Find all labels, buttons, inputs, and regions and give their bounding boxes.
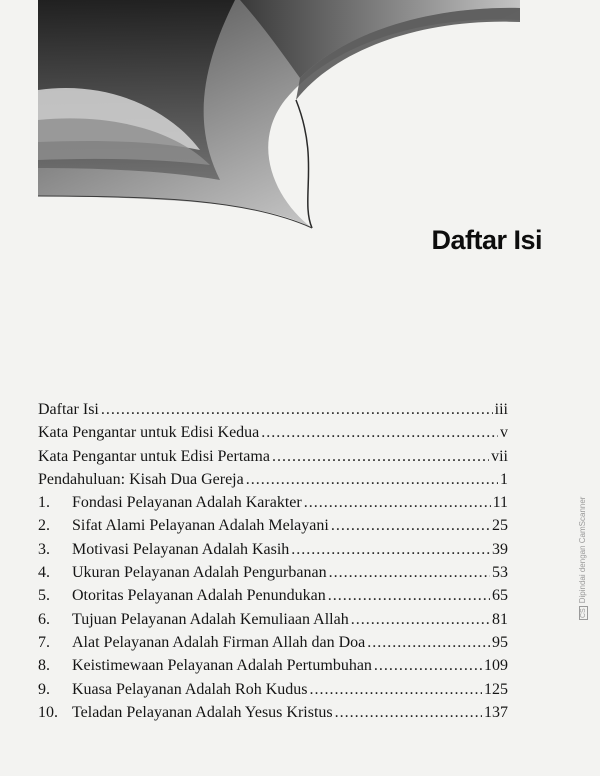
toc-entry-title: Ukuran Pelayanan Adalah Pengurbanan xyxy=(72,564,327,582)
toc-entry-title: Fondasi Pelayanan Adalah Karakter xyxy=(72,494,302,512)
toc-entry-number: 1. xyxy=(38,494,50,512)
toc-entry xyxy=(38,491,508,514)
scanner-badge: CS xyxy=(580,608,587,618)
dot-leader xyxy=(331,514,490,537)
dot-leader xyxy=(101,398,493,421)
toc-entry-number: 9. xyxy=(38,680,50,698)
toc-entry-number: 8. xyxy=(38,657,50,675)
dot-leader xyxy=(335,701,482,724)
toc-entry xyxy=(38,678,508,701)
toc-entry-page: 109 xyxy=(484,657,508,675)
toc-entry-number: 6. xyxy=(38,610,50,628)
toc-entry-page: v xyxy=(500,424,508,442)
dot-leader xyxy=(329,561,490,584)
dot-leader xyxy=(374,654,482,677)
decorative-swoosh-graphic xyxy=(0,0,600,260)
toc-entry-title: Alat Pelayanan Adalah Firman Allah dan Doa xyxy=(72,633,366,651)
scanner-watermark xyxy=(578,480,592,620)
dot-leader xyxy=(272,445,489,468)
toc-entry-number: 7. xyxy=(38,633,50,651)
dot-leader xyxy=(351,608,490,631)
toc-entry xyxy=(38,561,508,584)
page-title: Daftar Isi xyxy=(431,225,542,255)
toc-entry xyxy=(38,421,508,444)
toc-entry-title: Kata Pengantar untuk Edisi Pertama xyxy=(38,447,270,465)
toc-entry-title: Kata Pengantar untuk Edisi Kedua xyxy=(38,424,260,442)
toc-entry xyxy=(38,514,508,537)
toc-entry-number: 5. xyxy=(38,587,50,605)
toc-entry xyxy=(38,584,508,607)
toc-entry-title: Pendahuluan: Kisah Dua Gereja xyxy=(38,470,244,488)
toc-entry xyxy=(38,701,508,724)
dot-leader xyxy=(328,584,490,607)
toc-entry-title: Keistimewaan Pelayanan Adalah Pertumbuhan xyxy=(72,657,372,675)
toc-entry xyxy=(38,468,508,491)
toc-entry-page: vii xyxy=(491,447,508,465)
toc-entry xyxy=(38,631,508,654)
dot-leader xyxy=(304,491,491,514)
toc-entry-page: 81 xyxy=(492,610,508,628)
dot-leader xyxy=(310,678,482,701)
toc-entry-page: 95 xyxy=(492,633,508,651)
toc-entry-page: 39 xyxy=(492,540,508,558)
dot-leader xyxy=(261,421,498,444)
toc-entry-title: Tujuan Pelayanan Adalah Kemuliaan Allah xyxy=(72,610,349,628)
dot-leader xyxy=(246,468,498,491)
toc-entry-title: Daftar Isi xyxy=(38,401,99,418)
toc-entry-title: Otoritas Pelayanan Adalah Penundukan xyxy=(72,587,326,605)
toc-entry-number: 2. xyxy=(38,517,50,535)
toc-entry-page: iii xyxy=(494,401,508,418)
toc-entry-page: 25 xyxy=(492,517,508,535)
toc-entry-page: 1 xyxy=(500,470,508,488)
toc-entry-page: 11 xyxy=(492,494,508,512)
toc-entry xyxy=(38,538,508,561)
toc-entry-page: 65 xyxy=(492,587,508,605)
toc-entry-title: Teladan Pelayanan Adalah Yesus Kristus xyxy=(72,703,333,721)
toc-entry-number: 10. xyxy=(38,703,58,721)
toc-entry xyxy=(38,445,508,468)
toc-entry xyxy=(38,398,508,421)
toc-entry-page: 53 xyxy=(492,564,508,582)
toc-entry-title: Kuasa Pelayanan Adalah Roh Kudus xyxy=(72,680,308,698)
scanner-text: Dipindai dengan CamScanner xyxy=(578,496,587,604)
toc-entry-page: 137 xyxy=(484,703,508,721)
toc-entry-title: Motivasi Pelayanan Adalah Kasih xyxy=(72,540,290,558)
table-of-contents xyxy=(38,398,508,724)
toc-entry xyxy=(38,654,508,677)
dot-leader xyxy=(291,538,490,561)
toc-entry-page: 125 xyxy=(484,680,508,698)
toc-entry-title: Sifat Alami Pelayanan Adalah Melayani xyxy=(72,517,329,535)
toc-entry xyxy=(38,608,508,631)
dot-leader xyxy=(367,631,490,654)
toc-entry-number: 3. xyxy=(38,540,50,558)
toc-entry-number: 4. xyxy=(38,564,50,582)
